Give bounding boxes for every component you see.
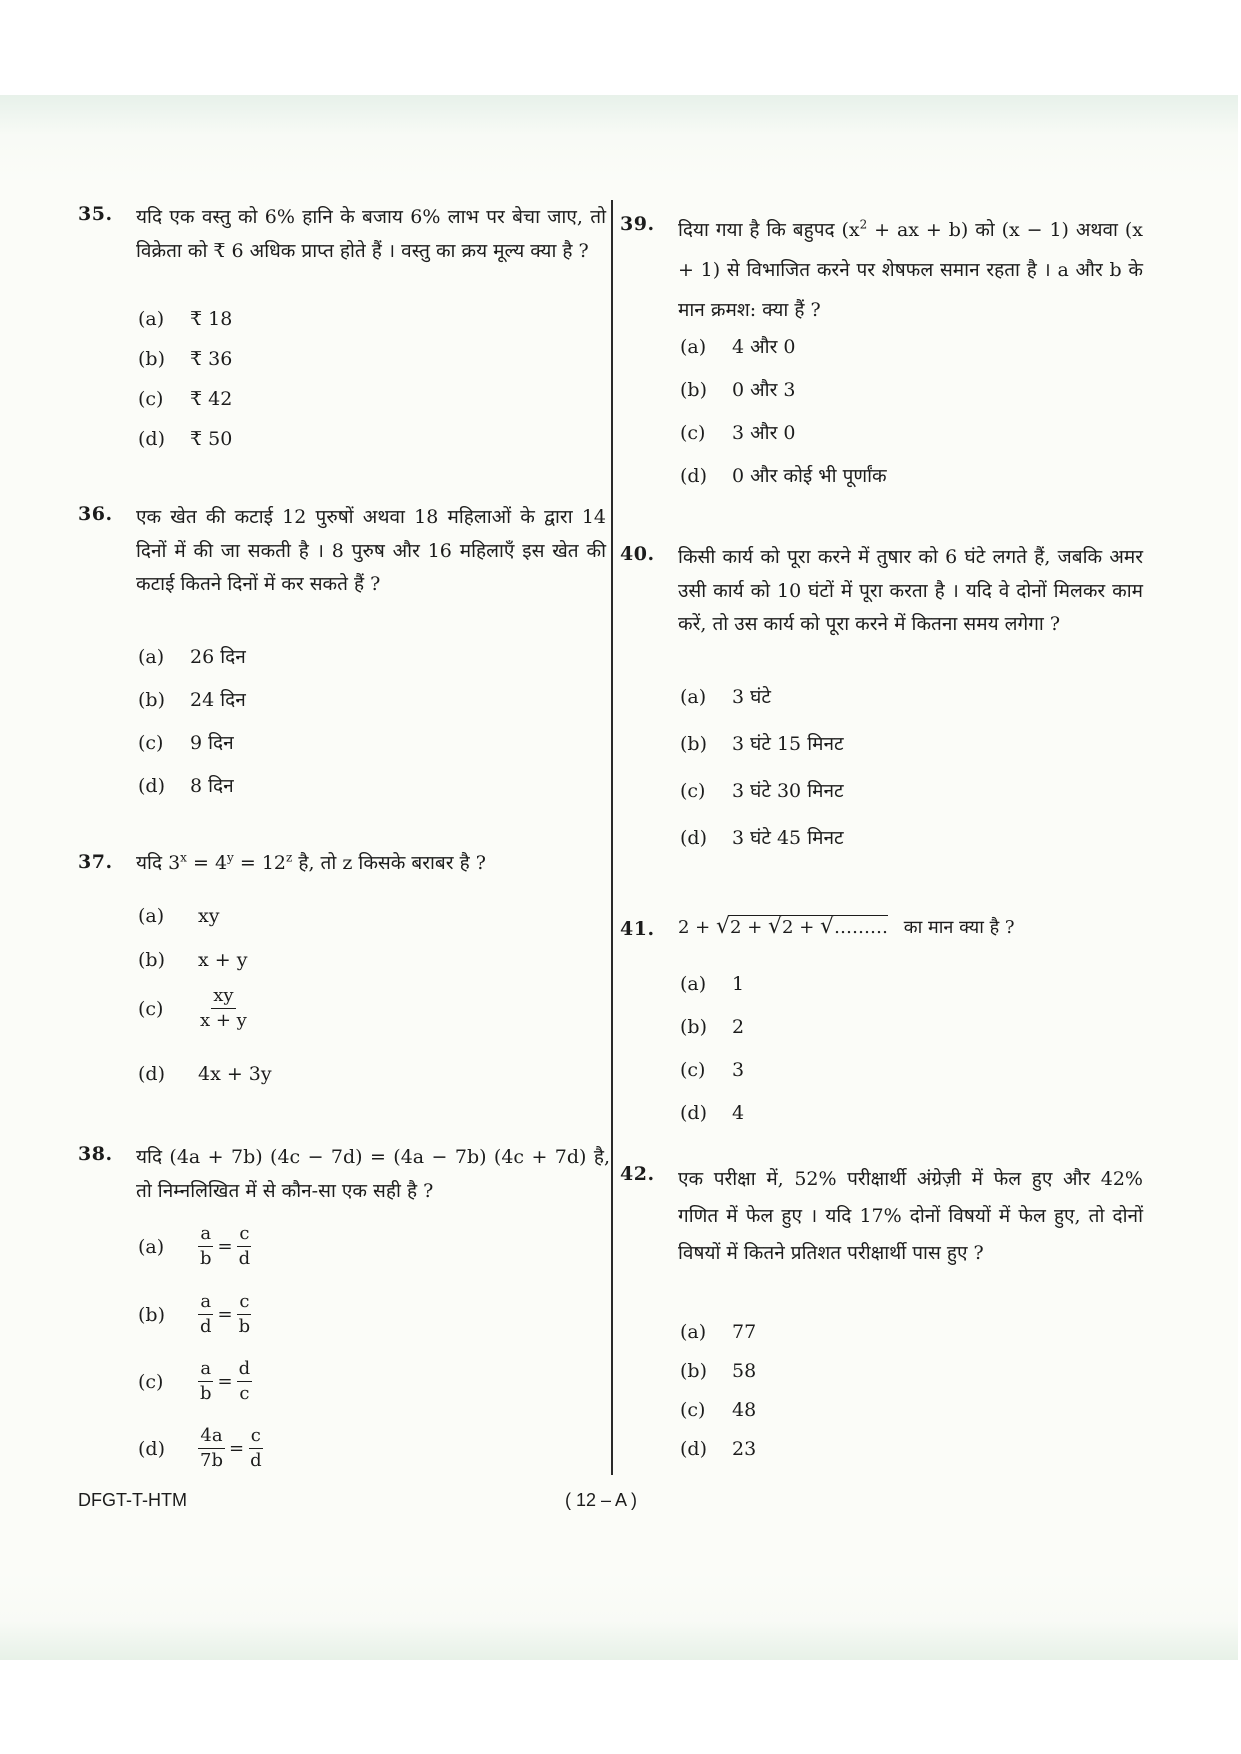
question-text: दिया गया है कि बहुपद ($x^2$ + ax + b) को (x − 1) अथवा (x + 1) से विभाजित करने पर शेषफल समान रहता है । a और b के मान क्रमश: क्या हैं ?	[678, 217, 1144, 321]
page-number: ( 12 – A )	[565, 1490, 638, 1510]
option-a[interactable]: (a) 3 घंटे	[680, 686, 771, 708]
option-c[interactable]: (c) ₹ 42	[138, 388, 233, 410]
question-text: 2 + √2 + √2 + √……… का मान क्या है ?	[678, 914, 1015, 939]
option-b[interactable]: (b) 3 घंटे 15 मिनट	[680, 733, 844, 755]
option-a[interactable]: (a) 26 दिन	[138, 646, 246, 668]
option-b[interactable]: (b) 58	[680, 1360, 757, 1382]
footer-code: DFGT-T-HTM	[78, 1490, 187, 1510]
option-d[interactable]: (d) 4x + 3y	[138, 1063, 272, 1085]
question-number: 37.	[78, 851, 113, 873]
option-a[interactable]: (a) 4 और 0	[680, 336, 796, 358]
option-d[interactable]: (d) $\frac{4a}{7b}$ = $\frac{c}{d}$	[138, 1425, 262, 1471]
question-number: 41.	[620, 918, 655, 940]
option-d[interactable]: (d) 4	[680, 1102, 745, 1124]
option-b[interactable]: (b) 2	[680, 1016, 745, 1038]
question-number: 35.	[78, 203, 113, 225]
option-d[interactable]: (d) 8 दिन	[138, 775, 234, 797]
option-c[interactable]: (c) 48	[680, 1399, 757, 1421]
option-a[interactable]: (a) 77	[680, 1321, 757, 1343]
question-text: एक परीक्षा में, 52% परीक्षार्थी अंग्रेज़ी में फेल हुए और 42% गणित में फेल हुए । यदि 17% दोनों विषयों में फेल हुए, तो दोनों विषयों में कितने प्रतिशत परीक्षार्थी पास हुए ?	[678, 1168, 1143, 1264]
question-number: 36.	[78, 503, 113, 525]
question-number: 39.	[620, 213, 655, 235]
option-d[interactable]: (d) ₹ 50	[138, 428, 233, 450]
question-text: यदि एक वस्तु को 6% हानि के बजाय 6% लाभ पर बेचा जाए, तो विक्रेता को ₹ 6 अधिक प्राप्त होते हैं । वस्तु का क्रय मूल्य क्या है ?	[136, 206, 606, 262]
question-text: यदि $3^x = 4^y = 12^z$ है, तो z किसके बराबर है ?	[136, 850, 486, 874]
option-d[interactable]: (d) 23	[680, 1438, 757, 1460]
option-a[interactable]: (a) ₹ 18	[138, 308, 233, 330]
option-b[interactable]: (b) $\frac{a}{d}$ = $\frac{c}{b}$	[138, 1291, 251, 1337]
option-c[interactable]: (c) $\frac{a}{b}$ = $\frac{d}{c}$	[138, 1358, 251, 1404]
option-b[interactable]: (b) ₹ 36	[138, 348, 233, 370]
option-a[interactable]: (a) xy	[138, 905, 220, 927]
question-text: किसी कार्य को पूरा करने में तुषार को 6 घंटे लगते हैं, जबकि अमर उसी कार्य को 10 घंटों में पूरा करता है । यदि वे दोनों मिलकर काम करें, तो उस कार्य को पूरा करने में कितना समय लगेगा ?	[678, 546, 1143, 635]
nested-radical-expression: 2 + √2 + √2 + √………	[678, 914, 889, 939]
question-text: यदि (4a + 7b) (4c − 7d) = (4a − 7b) (4c + 7d) है, तो निम्नलिखित में से कौन-सा एक सही है ?	[136, 1146, 610, 1202]
question-number: 42.	[620, 1163, 655, 1185]
equation: $3^x = 4^y = 12^z$	[168, 850, 293, 874]
option-c[interactable]: (c) 3 घंटे 30 मिनट	[680, 780, 844, 802]
option-a[interactable]: (a) $\frac{a}{b}$ = $\frac{c}{d}$	[138, 1223, 251, 1269]
fraction: $\frac{xy}{x + y}$	[200, 985, 247, 1031]
option-b[interactable]: (b) 0 और 3	[680, 379, 796, 401]
option-c[interactable]: (c) 3 और 0	[680, 422, 796, 444]
question-text: एक खेत की कटाई 12 पुरुषों अथवा 18 महिलाओं के द्वारा 14 दिनों में की जा सकती है । 8 पुरुष और 16 महिलाएँ इस खेत की कटाई कितने दिनों में कर सकते हैं ?	[136, 506, 606, 595]
option-c[interactable]: (c) 3	[680, 1059, 745, 1081]
question-number: 38.	[78, 1143, 113, 1165]
option-d[interactable]: (d) 3 घंटे 45 मिनट	[680, 827, 844, 849]
option-c[interactable]: (c) $\frac{xy}{x + y}$	[138, 985, 247, 1031]
option-a[interactable]: (a) 1	[680, 973, 745, 995]
question-number: 40.	[620, 543, 655, 565]
column-divider	[611, 200, 613, 1475]
option-b[interactable]: (b) x + y	[138, 949, 248, 971]
option-b[interactable]: (b) 24 दिन	[138, 689, 246, 711]
option-d[interactable]: (d) 0 और कोई भी पूर्णांक	[680, 465, 887, 487]
option-c[interactable]: (c) 9 दिन	[138, 732, 234, 754]
